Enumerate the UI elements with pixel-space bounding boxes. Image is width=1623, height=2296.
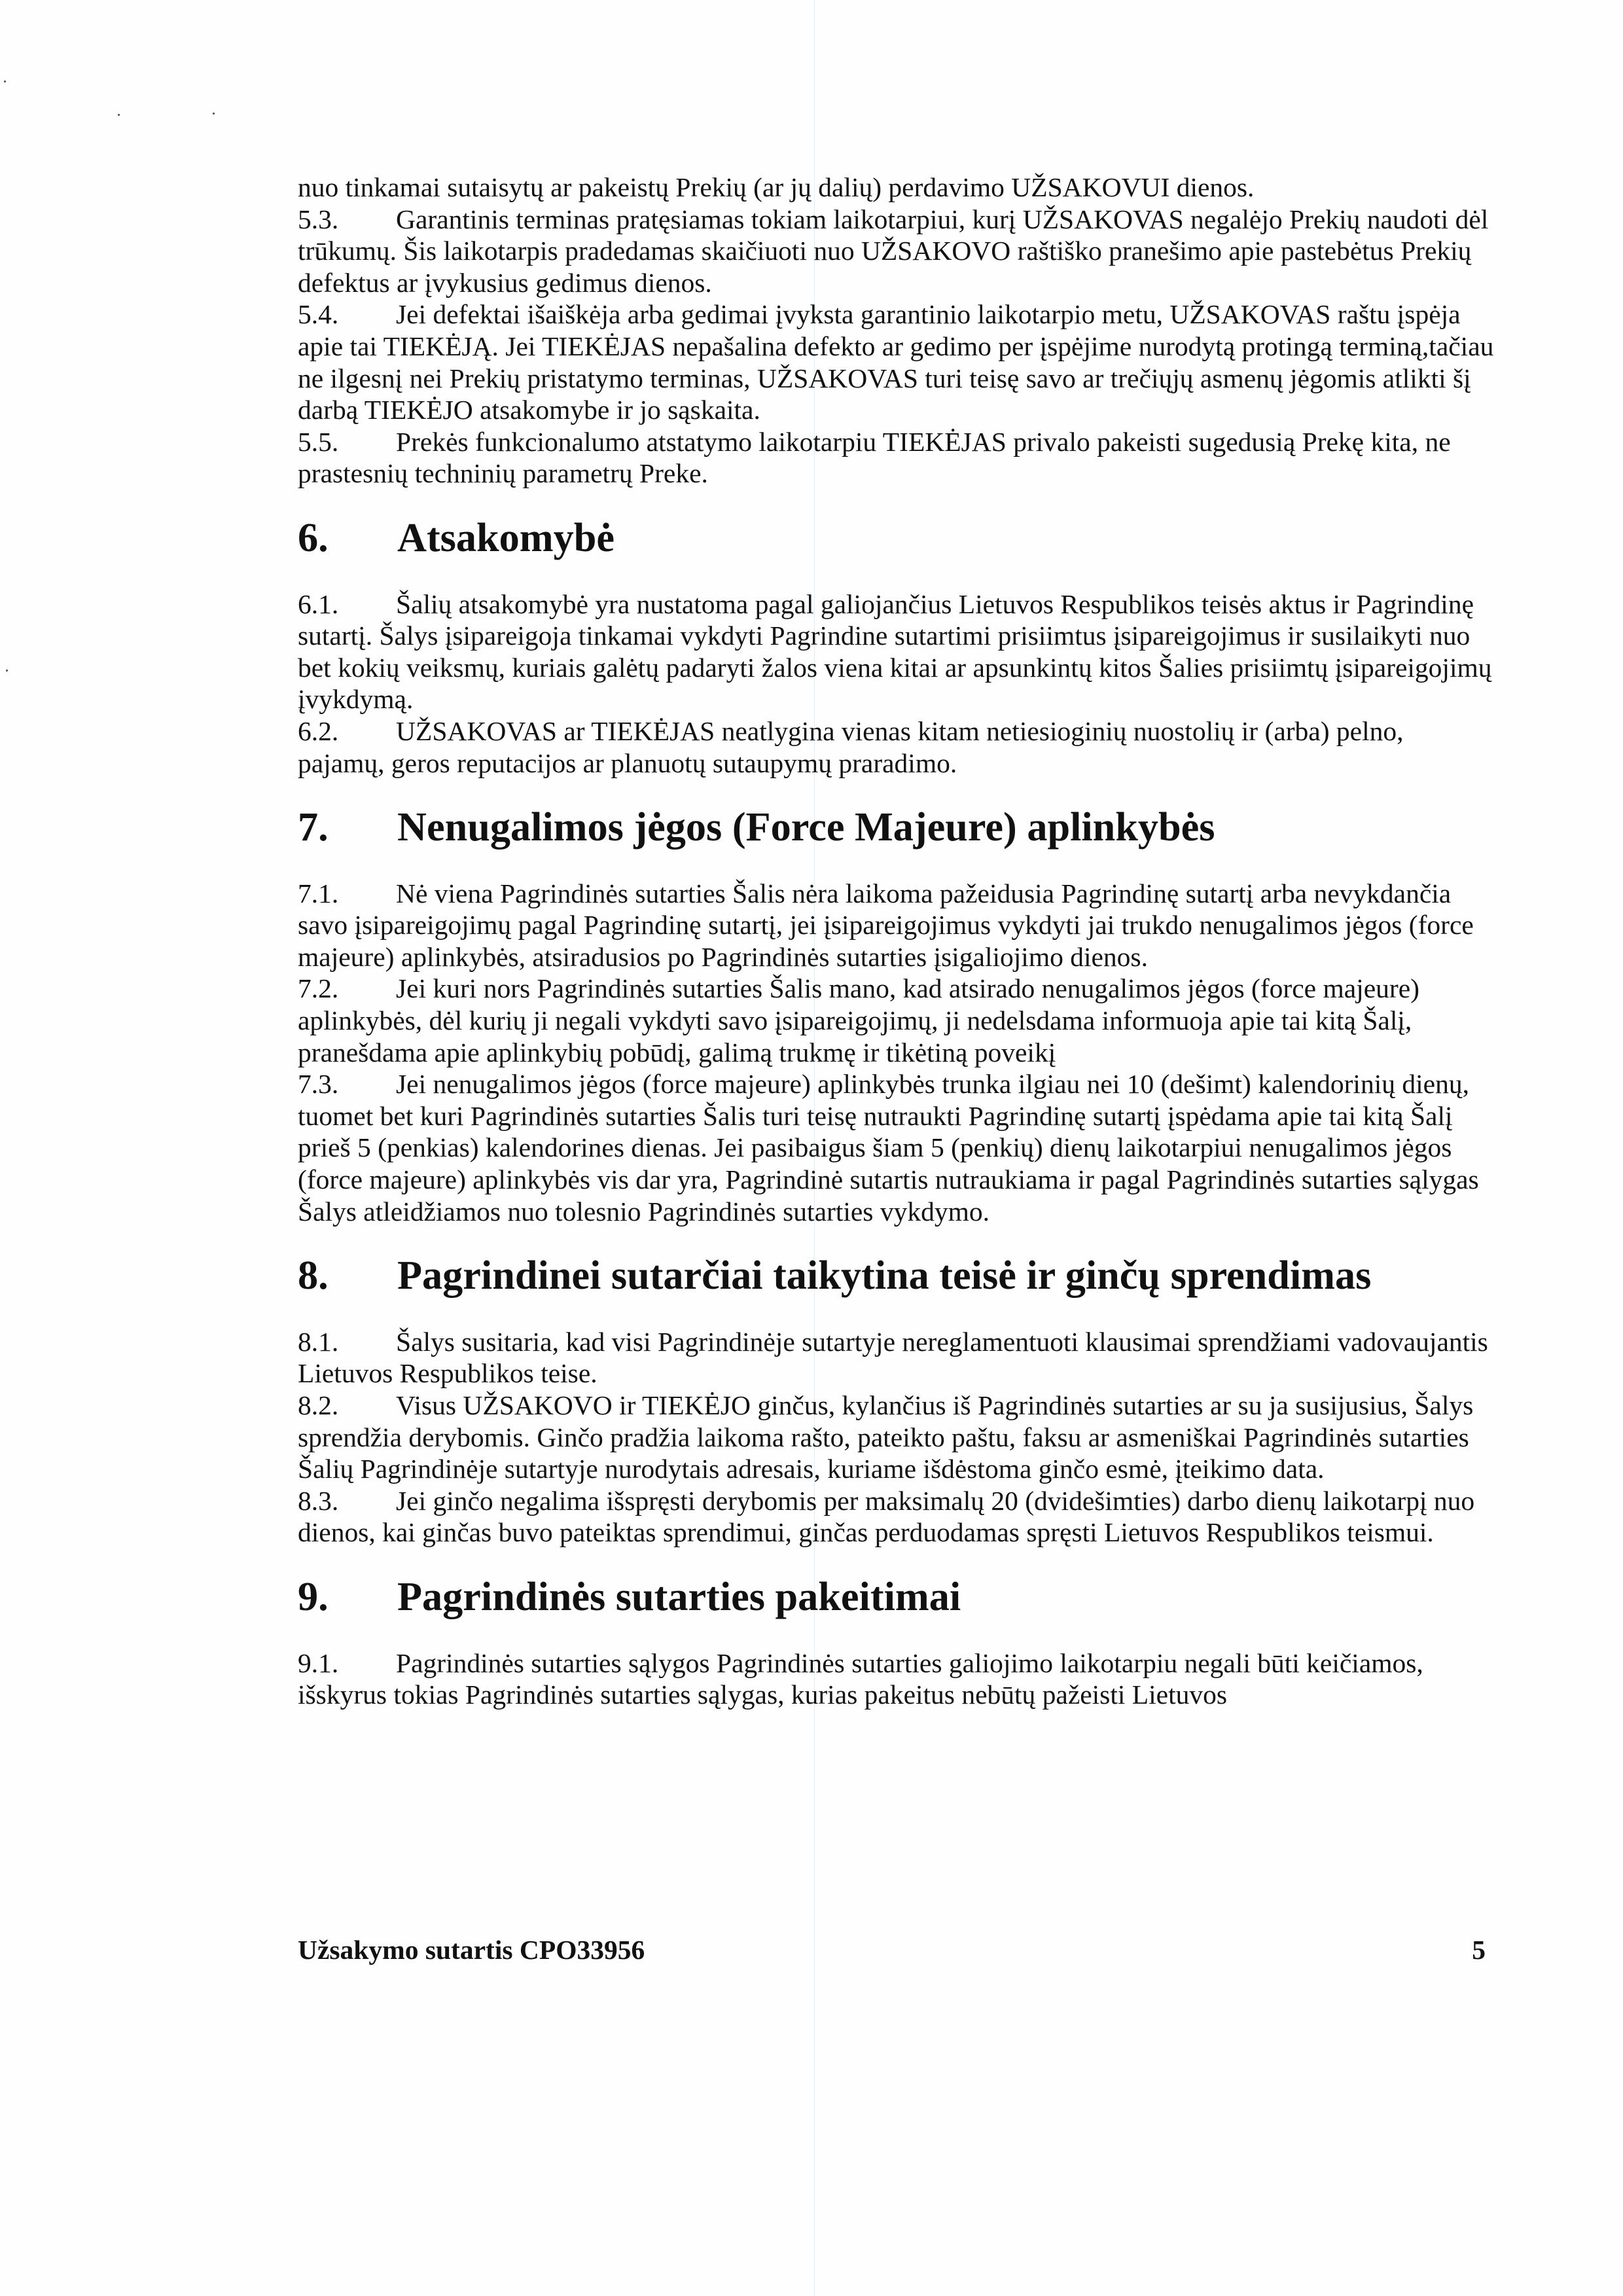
clause-text: Nė viena Pagrindinės sutarties Šalis nėra laikoma pažeidusia Pagrindinę sutartį arba nevykdančia savo įsipareigojimų pagal Pagrindinę sutartį, jei įsipareigojimus vykdyti jai trukdo nenugalimos jėgos (force majeure) aplinkybės, atsiradusios po Pagrindinės sutarties įsigaliojimo dienos. xyxy=(298,878,1474,972)
clause-number: 7.3. xyxy=(298,1069,339,1100)
clause-text: Jei defektai išaiškėja arba gedimai įvyksta garantinio laikotarpio metu, UŽSAKOVAS raštu įspėja apie tai TIEKĖJĄ. Jei TIEKĖJAS nepašalina defekto ar gedimo per įspėjime nurodytą protingą terminą,tačiau ne ilgesnį nei Prekių pristatymo terminas, UŽSAKOVAS turi teisę savo ar trečiųjų asmenų jėgomis atlikti šį darbą TIEKĖJO atsakomybe ir jo sąskaita. xyxy=(298,299,1494,425)
scan-speck xyxy=(6,670,8,672)
section-title: Atsakomybė xyxy=(397,515,615,560)
clause xyxy=(298,298,1495,425)
clause-number: 5.5. xyxy=(298,426,339,457)
document-body xyxy=(298,171,1495,1711)
section-number: 9. xyxy=(298,1574,329,1619)
continuation-paragraph: nuo tinkamai sutaisytų ar pakeistų Prekių (ar jų dalių) perdavimo UŽSAKOVUI dienos. xyxy=(298,172,1255,202)
clause-text: Jei ginčo negalima išspręsti derybomis per maksimalų 20 (dvidešimties) darbo dienų laikotarpį nuo dienos, kai ginčas buvo pateiktas sprendimui, ginčas perduodamas spręsti Lietuvos Respublikos teismui. xyxy=(298,1485,1475,1548)
clause-number: 6.1. xyxy=(298,588,339,619)
section-title: Nenugalimos jėgos (Force Majeure) aplinkybės xyxy=(397,805,1215,850)
clause xyxy=(298,715,1495,779)
clause xyxy=(298,878,1495,973)
clause-number: 9.1. xyxy=(298,1647,339,1678)
clause-number: 5.3. xyxy=(298,204,339,234)
section-5-clauses xyxy=(298,204,1495,490)
clause-text: Garantinis terminas pratęsiamas tokiam laikotarpiui, kurį UŽSAKOVAS negalėjo Prekių naudoti dėl trūkumų. Šis laikotarpis pradedamas skaičiuoti nuo UŽSAKOVO raštiško pranešimo apie pastebėtus Prekių defektus ar įvykusius gedimus dienos. xyxy=(298,204,1489,298)
clause-number: 8.3. xyxy=(298,1485,339,1516)
clause xyxy=(298,1390,1495,1485)
section-number: 6. xyxy=(298,515,329,560)
clause-number: 8.2. xyxy=(298,1390,339,1420)
scan-speck xyxy=(213,113,215,115)
clause xyxy=(298,1326,1495,1390)
section-number: 8. xyxy=(298,1253,329,1299)
scan-speck xyxy=(4,81,6,82)
clause xyxy=(298,973,1495,1068)
clause-number: 5.4. xyxy=(298,299,339,330)
clause-text: Jei kuri nors Pagrindinės sutarties Šalis mano, kad atsirado nenugalimos jėgos (force majeure) aplinkybės, dėl kurių ji negali vykdyti savo įsipareigojimų, ji nedelsdama informuoja apie tai kitą Šalį, pranešdama apie aplinkybių pobūdį, galimą trukmę ir tikėtiną poveikį xyxy=(298,973,1419,1067)
section-heading xyxy=(298,515,1495,560)
clause-text: Jei nenugalimos jėgos (force majeure) aplinkybės trunka ilgiau nei 10 (dešimt) kalendorinių dienų, tuomet bet kuri Pagrindinės sutarties Šalis turi teisę nutraukti Pagrindinę sutartį įspėdama apie tai kitą Šalį prieš 5 (penkias) kalendorines dienas. Jei pasibaigus šiam 5 (penkių) dienų laikotarpiui nenugalimos jėgos (force majeure) aplinkybės vis dar yra, Pagrindinė sutartis nutraukiama ir pagal Pagrindinės sutarties sąlygas Šalys atleidžiamos nuo tolesnio Pagrindinės sutarties vykdymo. xyxy=(298,1069,1479,1227)
section-heading xyxy=(298,1253,1495,1299)
clause-text: Visus UŽSAKOVO ir TIEKĖJO ginčus, kylančius iš Pagrindinės sutarties ar su ja susijusius, Šalys sprendžia derybomis. Ginčo pradžia laikoma rašto, pateikto paštu, faksu ar asmeniškai Pagrindinės sutarties Šalių Pagrindinėje sutartyje nurodytais adresais, kuriame išdėstoma ginčo esmė, įteikimo data. xyxy=(298,1390,1474,1484)
section-title: Pagrindinei sutarčiai taikytina teisė ir ginčų sprendimas xyxy=(397,1253,1372,1299)
section-number: 7. xyxy=(298,805,329,850)
clause-text: UŽSAKOVAS ar TIEKĖJAS neatlygina vienas kitam netiesioginių nuostolių ir (arba) pelno, pajamų, geros reputacijos ar planuotų sutaupymų praradimo. xyxy=(298,715,1404,778)
clause xyxy=(298,588,1495,715)
clause xyxy=(298,1068,1495,1227)
clause xyxy=(298,1485,1495,1549)
clause-number: 6.2. xyxy=(298,715,339,746)
footer-document-title: Užsakymo sutartis CPO33956 xyxy=(298,1935,645,1965)
scan-speck xyxy=(118,114,120,116)
clause-number: 7.2. xyxy=(298,973,339,1004)
clause xyxy=(298,426,1495,490)
section-heading xyxy=(298,805,1495,850)
section-heading xyxy=(298,1574,1495,1619)
clause-number: 7.1. xyxy=(298,878,339,908)
page-footer xyxy=(298,1934,1486,1965)
clause-number: 8.1. xyxy=(298,1326,339,1357)
clause-text: Šalių atsakomybė yra nustatoma pagal galiojančius Lietuvos Respublikos teisės aktus ir Pagrindinę sutartį. Šalys įsipareigoja tinkamai vykdyti Pagrindine sutartimi prisiimtus įsipareigojimus ir susilaikyti nuo bet kokių veiksmų, kuriais galėtų padaryti žalos viena kitai ar apsunkintų kitos Šalies prisiimtų įsipareigojimų įvykdymą. xyxy=(298,588,1492,715)
section-title: Pagrindinės sutarties pakeitimai xyxy=(397,1574,961,1619)
clause-text: Prekės funkcionalumo atstatymo laikotarpiu TIEKĖJAS privalo pakeisti sugedusią Prekę kita, ne prastesnių techninių parametrų Preke. xyxy=(298,426,1451,489)
page-number: 5 xyxy=(1472,1935,1486,1965)
clause-text: Pagrindinės sutarties sąlygos Pagrindinės sutarties galiojimo laikotarpiu negali būti keičiamos, išskyrus tokias Pagrindinės sutarties sąlygas, kurias pakeitus nebūtų pažeisti Lietuvos xyxy=(298,1647,1423,1710)
clause xyxy=(298,204,1495,299)
clause xyxy=(298,1647,1495,1711)
clause-text: Šalys susitaria, kad visi Pagrindinėje sutartyje nereglamentuoti klausimai sprendžiami vadovaujantis Lietuvos Respublikos teise. xyxy=(298,1326,1488,1389)
